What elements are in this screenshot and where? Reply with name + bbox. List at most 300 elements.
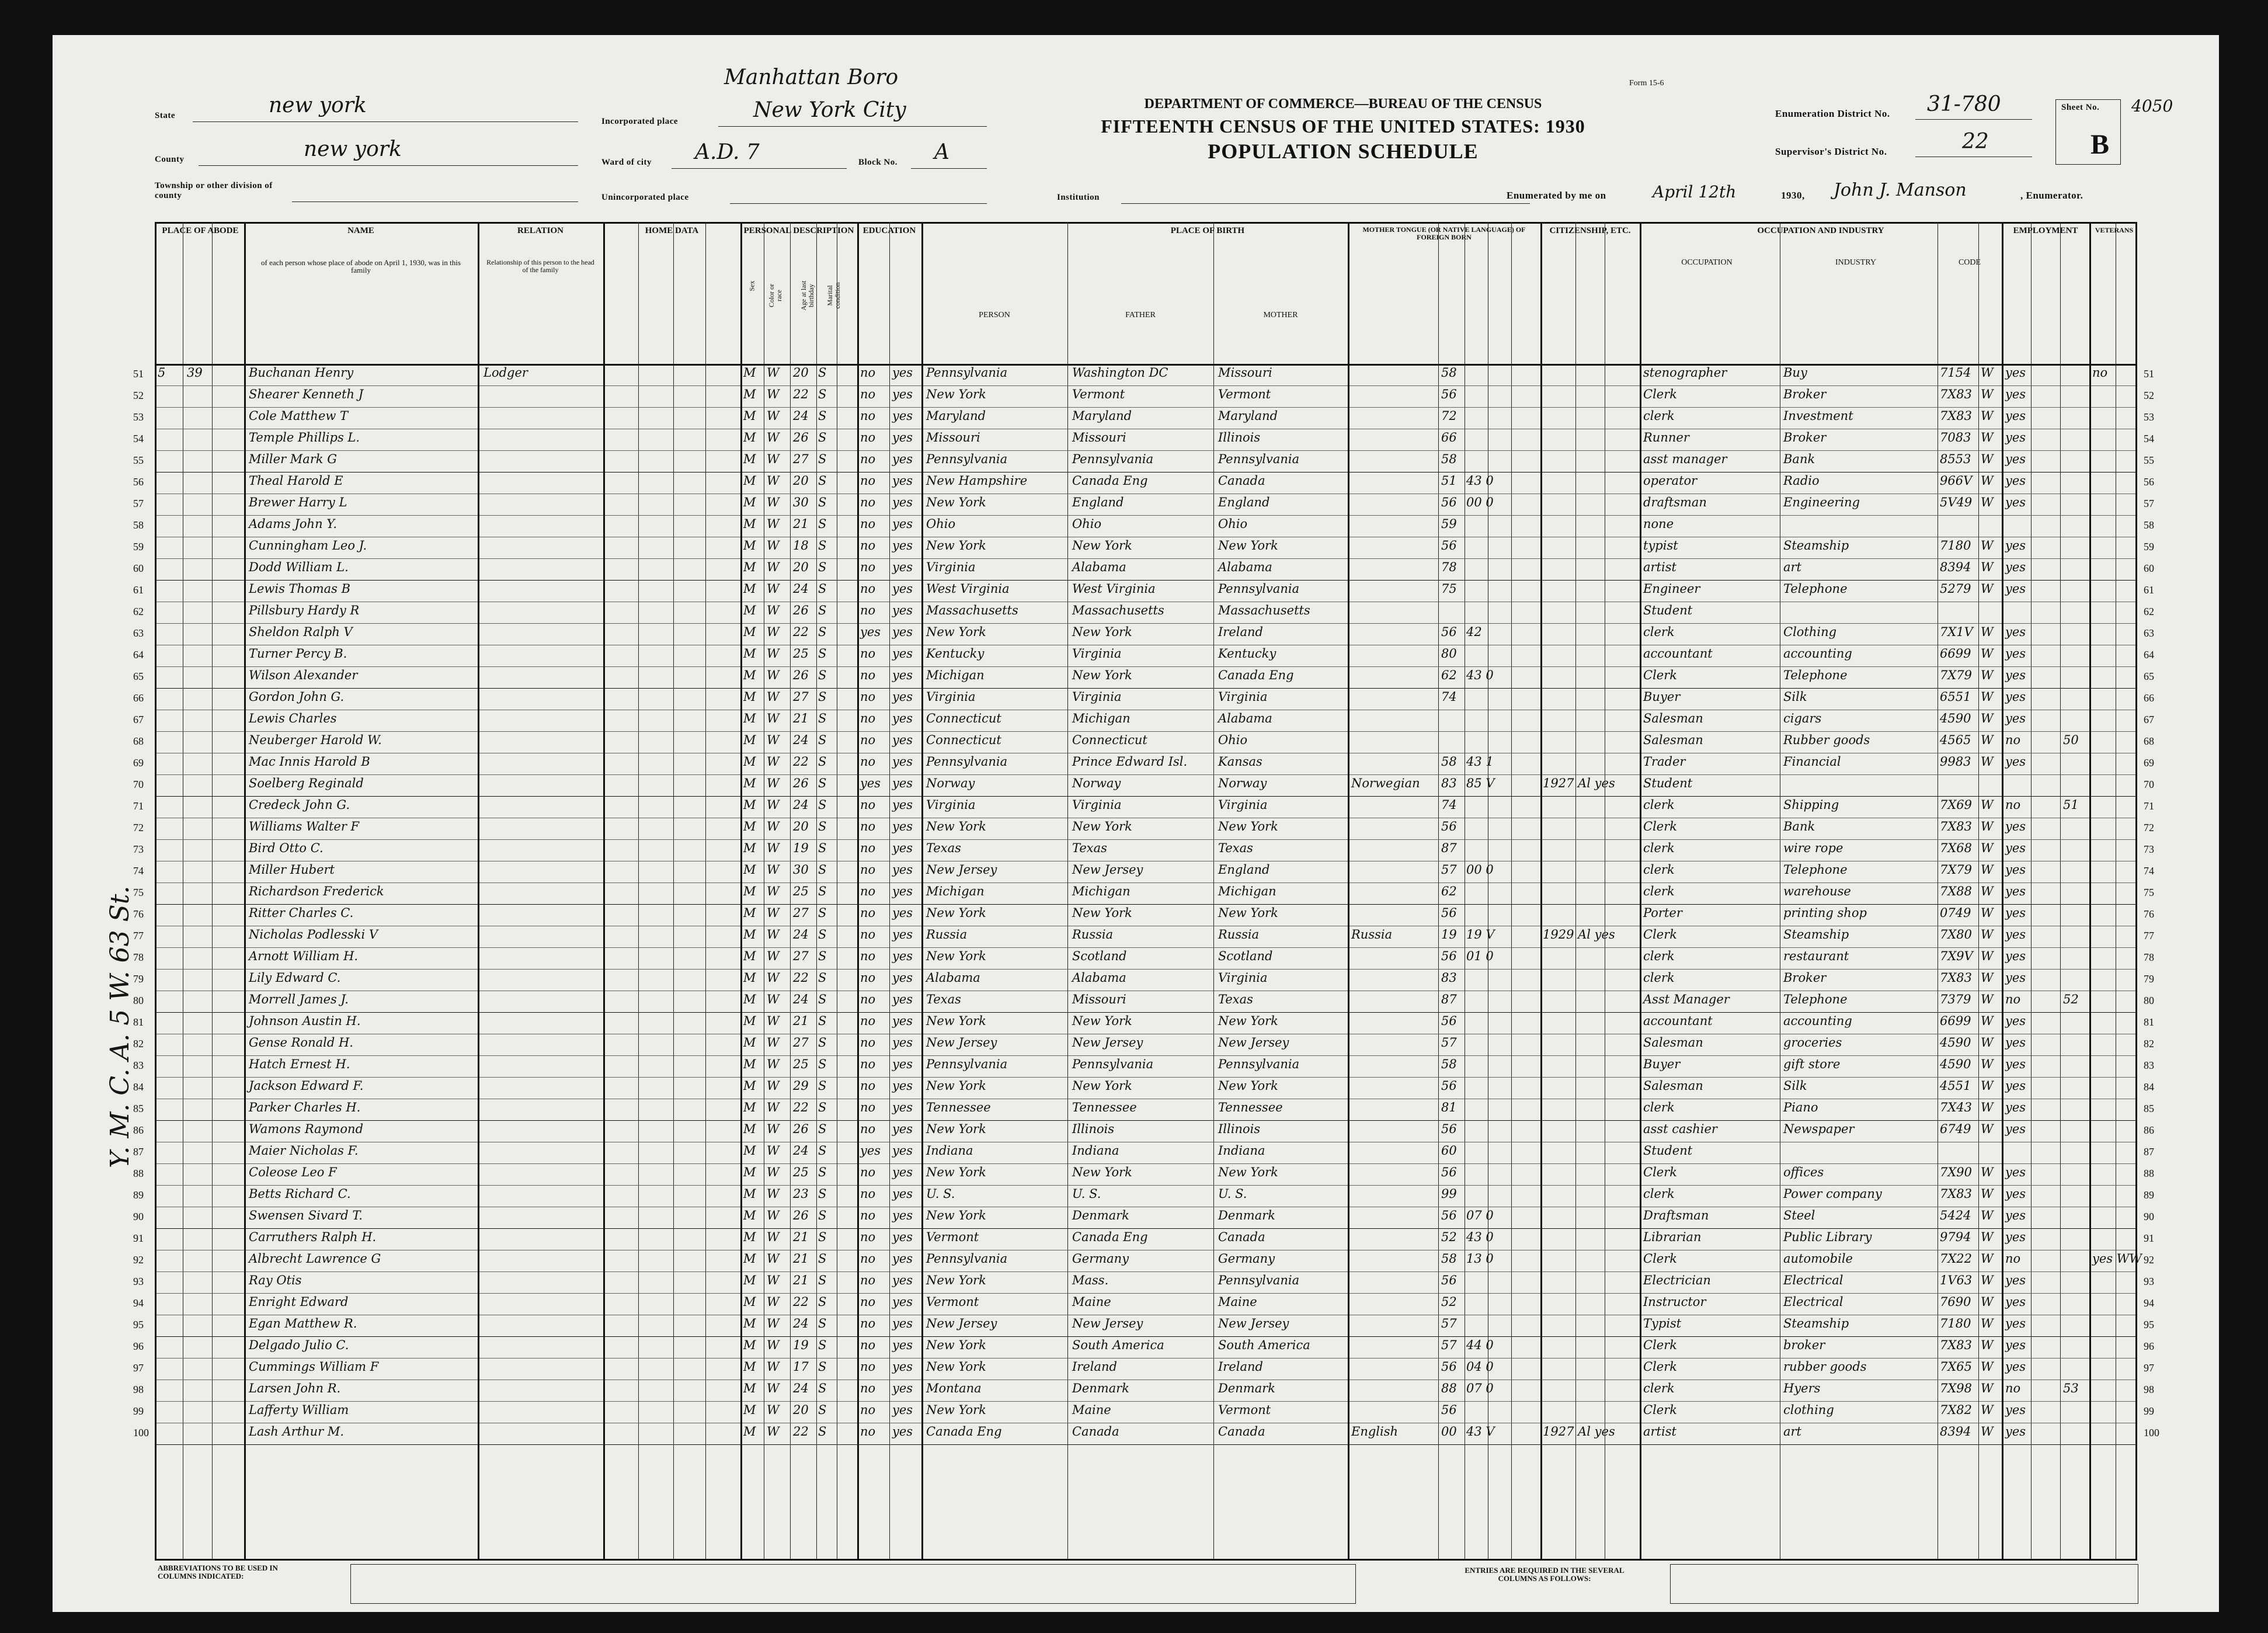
line-number: 74 [133, 865, 144, 877]
line-number: 98 [2144, 1384, 2154, 1395]
census-title: FIFTEENTH CENSUS OF THE UNITED STATES: 1930 [1101, 116, 1585, 137]
table-row [133, 580, 2154, 602]
cell-race: W [767, 1144, 780, 1158]
unincorporated-underline [730, 203, 987, 204]
cell-name: Temple Phillips L. [249, 430, 360, 444]
cell-school: no [860, 1360, 876, 1374]
cell-race: W [767, 1316, 780, 1330]
cell-code1: 58 [1441, 755, 1457, 769]
cell-mother: Pennsylvania [1218, 1057, 1300, 1071]
table-row [133, 472, 2154, 494]
cell-code1: 56 [1441, 819, 1457, 833]
cell-industry: broker [1783, 1338, 1825, 1352]
cell-father: South America [1072, 1338, 1164, 1352]
cell-marital: S [818, 668, 827, 682]
cell-code2: 43 0 [1466, 474, 1494, 488]
cell-sex: M [743, 1100, 756, 1114]
cell-race: W [767, 949, 780, 963]
cell-age: 20 [793, 560, 809, 574]
cell-birth: New Jersey [926, 1316, 997, 1330]
cell-emp: no [2005, 1252, 2021, 1266]
col-group-tongue: MOTHER TONGUE (OR NATIVE LANGUAGE) OF FOREIGN BORN [1362, 225, 1526, 241]
cell-code2: 00 0 [1466, 863, 1494, 877]
cell-birth: New York [926, 1165, 986, 1179]
cell-emp: yes [2005, 1165, 2026, 1179]
cell-mother: Russia [1218, 927, 1260, 941]
cell-read: yes [892, 495, 913, 509]
line-number: 94 [2144, 1297, 2154, 1309]
cell-father: Ohio [1072, 517, 1102, 531]
table-row [133, 1401, 2154, 1423]
cell-weeks: 51 [2063, 798, 2079, 812]
cell-marital: S [818, 927, 827, 941]
line-number: 82 [2144, 1038, 2154, 1050]
cell-age: 25 [793, 647, 809, 661]
cell-sex: M [743, 474, 756, 488]
cell-school: no [860, 798, 876, 812]
cell-emp: yes [2005, 1316, 2026, 1330]
line-number: 78 [133, 951, 144, 963]
cell-emp: yes [2005, 1338, 2026, 1352]
cell-emp: yes [2005, 647, 2026, 661]
cell-marital: S [818, 1252, 827, 1266]
cell-birth: Connecticut [926, 711, 1001, 725]
cell-marital: S [818, 1014, 827, 1028]
table-row [133, 774, 2154, 796]
cell-work: W [1981, 474, 1994, 488]
cell-father: Texas [1072, 841, 1107, 855]
cell-age: 21 [793, 1252, 809, 1266]
line-number: 80 [133, 995, 144, 1006]
cell-emp: yes [2005, 1057, 2026, 1071]
cell-name: Brewer Harry L [249, 495, 347, 509]
cell-industry: offices [1783, 1165, 1824, 1179]
col-group-employment: EMPLOYMENT [2013, 226, 2078, 235]
cell-industry: gift store [1783, 1057, 1841, 1071]
cell-read: yes [892, 560, 913, 574]
cell-school: no [860, 1079, 876, 1093]
cell-occupation: Salesman [1643, 733, 1703, 747]
cell-occupation: accountant [1643, 1014, 1713, 1028]
table-row [133, 1293, 2154, 1315]
column-divider [1213, 224, 1214, 1559]
cell-age: 24 [793, 992, 809, 1006]
cell-code1: 87 [1441, 992, 1457, 1006]
cell-occupation: Clerk [1643, 668, 1677, 682]
cell-school: no [860, 1252, 876, 1266]
cell-name: Sheldon Ralph V [249, 625, 353, 639]
cell-read: yes [892, 1036, 913, 1050]
cell-read: yes [892, 1208, 913, 1222]
cell-sex: M [743, 495, 756, 509]
cell-school: no [860, 474, 876, 488]
cell-marital: S [818, 582, 827, 596]
cell-industry: art [1783, 560, 1801, 574]
cell-mother: Virginia [1218, 971, 1268, 985]
cell-occupation: Clerk [1643, 819, 1677, 833]
cell-birth: Maryland [926, 409, 986, 423]
cell-occupation: clerk [1643, 1187, 1675, 1201]
table-row [133, 882, 2154, 904]
cell-birth: New York [926, 819, 986, 833]
scan-border-left [0, 0, 53, 1633]
cell-code: 7379 [1940, 992, 1971, 1006]
line-number: 100 [2144, 1427, 2159, 1439]
cell-mother: Canada [1218, 1424, 1265, 1439]
cell-code1: 74 [1441, 798, 1457, 812]
cell-read: yes [892, 366, 913, 380]
subhead-occupation: OCCUPATION [1681, 258, 1733, 267]
cell-occupation: Electrician [1643, 1273, 1711, 1287]
cell-age: 21 [793, 1014, 809, 1028]
cell-race: W [767, 1403, 780, 1417]
line-number: 68 [2144, 735, 2154, 747]
line-number: 73 [2144, 843, 2154, 855]
cell-read: yes [892, 927, 913, 941]
cell-occupation: artist [1643, 1424, 1676, 1439]
cell-work: W [1981, 1057, 1994, 1071]
cell-school: no [860, 1381, 876, 1395]
cell-age: 24 [793, 582, 809, 596]
col-group-personal: PERSONAL DESCRIPTION [743, 226, 854, 235]
cell-sex: M [743, 452, 756, 466]
cell-code2: 43 0 [1466, 1230, 1494, 1244]
cell-industry: Newspaper [1783, 1122, 1855, 1136]
cell-father: New York [1072, 906, 1132, 920]
cell-school: no [860, 1403, 876, 1417]
cell-father: Alabama [1072, 971, 1126, 985]
line-number: 53 [133, 411, 144, 423]
cell-name: Egan Matthew R. [249, 1316, 357, 1330]
cell-age: 20 [793, 366, 809, 380]
cell-father: Norway [1072, 776, 1121, 790]
cell-work: W [1981, 884, 1994, 898]
cell-age: 22 [793, 1100, 809, 1114]
cell-race: W [767, 992, 780, 1006]
line-number: 64 [133, 649, 144, 661]
cell-mother: Kansas [1218, 755, 1262, 769]
cell-read: yes [892, 1295, 913, 1309]
cell-birth: New York [926, 906, 986, 920]
line-number: 84 [2144, 1081, 2154, 1093]
cell-marital: S [818, 625, 827, 639]
cell-sex: M [743, 927, 756, 941]
cell-sex: M [743, 366, 756, 380]
cell-race: W [767, 430, 780, 444]
county-value: new york [304, 137, 402, 161]
cell-occupation: Clerk [1643, 927, 1677, 941]
cell-code1: 56 [1441, 625, 1457, 639]
cell-work: W [1981, 366, 1994, 380]
cell-school: no [860, 819, 876, 833]
cell-code: 7180 [1940, 1316, 1971, 1330]
cell-sex: M [743, 755, 756, 769]
cell-occupation: Salesman [1643, 711, 1703, 725]
table-row [133, 904, 2154, 926]
cell-father: New York [1072, 625, 1132, 639]
cell-birth: New York [926, 495, 986, 509]
cell-read: yes [892, 1424, 913, 1439]
cell-sex: M [743, 647, 756, 661]
relation-description: Relationship of this person to the head of the family [486, 258, 594, 274]
cell-mother: New York [1218, 906, 1278, 920]
cell-age: 22 [793, 387, 809, 401]
cell-age: 21 [793, 1273, 809, 1287]
cell-birth: Tennessee [926, 1100, 991, 1114]
cell-birth: New Jersey [926, 863, 997, 877]
cell-birth: New York [926, 1360, 986, 1374]
cell-mother: New Jersey [1218, 1316, 1289, 1330]
cell-code1: 51 [1441, 474, 1457, 488]
cell-age: 21 [793, 711, 809, 725]
cell-code: 0749 [1940, 906, 1971, 920]
cell-marital: S [818, 776, 827, 790]
cell-father: Missouri [1072, 992, 1126, 1006]
line-number: 75 [2144, 887, 2154, 898]
cell-name: Johnson Austin H. [249, 1014, 361, 1028]
cell-read: yes [892, 992, 913, 1006]
cell-mother: Scotland [1218, 949, 1273, 963]
cell-code2: 07 0 [1466, 1208, 1494, 1222]
cell-read: yes [892, 711, 913, 725]
cell-occupation: clerk [1643, 971, 1675, 985]
cell-school: no [860, 1273, 876, 1287]
cell-age: 26 [793, 776, 809, 790]
cell-age: 20 [793, 819, 809, 833]
cell-father: Germany [1072, 1252, 1129, 1266]
column-divider [1511, 224, 1512, 1559]
line-number: 70 [2144, 779, 2154, 790]
state-underline [193, 121, 578, 122]
col-group-citizenship: CITIZENSHIP, ETC. [1549, 226, 1631, 235]
cell-school: no [860, 1036, 876, 1050]
col-group-occupation: OCCUPATION AND INDUSTRY [1757, 226, 1884, 235]
cell-mother: Pennsylvania [1218, 452, 1300, 466]
cell-code2: 42 [1466, 625, 1482, 639]
cell-work: W [1981, 560, 1994, 574]
cell-code1: 58 [1441, 1252, 1457, 1266]
cell-race: W [767, 603, 780, 617]
cell-occupation: accountant [1643, 647, 1713, 661]
cell-industry: Telephone [1783, 863, 1848, 877]
cell-school: no [860, 430, 876, 444]
cell-age: 24 [793, 1316, 809, 1330]
cell-industry: Power company [1783, 1187, 1882, 1201]
cell-work: W [1981, 819, 1994, 833]
cell-occupation: Clerk [1643, 1165, 1677, 1179]
cell-race: W [767, 1165, 780, 1179]
cell-work: W [1981, 647, 1994, 661]
cell-read: yes [892, 430, 913, 444]
cell-industry: printing shop [1783, 906, 1867, 920]
cell-work: W [1981, 430, 1994, 444]
cell-school: no [860, 755, 876, 769]
cell-race: W [767, 776, 780, 790]
line-number: 97 [133, 1362, 144, 1374]
line-number: 88 [133, 1168, 144, 1179]
cell-code: 7X83 [1940, 1338, 1973, 1352]
cell-mother: Denmark [1218, 1381, 1275, 1395]
cell-father: Canada [1072, 1424, 1119, 1439]
cell-code1: 56 [1441, 495, 1457, 509]
cell-industry: Hyers [1783, 1381, 1821, 1395]
cell-race: W [767, 1100, 780, 1114]
cell-birth: Michigan [926, 884, 985, 898]
cell-marital: S [818, 1360, 827, 1374]
cell-age: 22 [793, 971, 809, 985]
cell-tongue: English [1351, 1424, 1399, 1439]
table-row [133, 1336, 2154, 1358]
cell-code1: 72 [1441, 409, 1457, 423]
cell-cit: 1927 Al yes [1543, 776, 1615, 790]
cell-name: Gense Ronald H. [249, 1036, 353, 1050]
cell-race: W [767, 1014, 780, 1028]
enumerator-name: John J. Manson [1834, 180, 1967, 200]
col-group-home: HOME DATA [645, 226, 699, 235]
cell-code: 7154 [1940, 366, 1971, 380]
cell-industry: Steel [1783, 1208, 1815, 1222]
table-row [133, 1358, 2154, 1380]
cell-mother: New Jersey [1218, 1036, 1289, 1050]
cell-tongue: Russia [1351, 927, 1393, 941]
cell-marital: S [818, 1273, 827, 1287]
line-number: 83 [133, 1059, 144, 1071]
cell-work: W [1981, 711, 1994, 725]
cell-mother: Germany [1218, 1252, 1275, 1266]
cell-age: 24 [793, 1144, 809, 1158]
line-number: 67 [133, 714, 144, 725]
cell-work: W [1981, 1014, 1994, 1028]
table-row [133, 731, 2154, 753]
cell-work: W [1981, 1424, 1994, 1439]
cell-industry: Telephone [1783, 668, 1848, 682]
abbrev-title: ABBREVIATIONS TO BE USED IN COLUMNS INDICATED: [158, 1563, 278, 1580]
cell-industry: Buy [1783, 366, 1807, 380]
block-value: A [934, 140, 949, 164]
cell-birth: Michigan [926, 668, 985, 682]
cell-father: New York [1072, 1165, 1132, 1179]
cell-birth: New York [926, 1014, 986, 1028]
line-number: 79 [133, 973, 144, 985]
county-label: County [155, 155, 185, 164]
cell-mother: New York [1218, 1079, 1278, 1093]
column-divider [1438, 224, 1439, 1559]
cell-work: W [1981, 1208, 1994, 1222]
cell-read: yes [892, 668, 913, 682]
cell-age: 25 [793, 1057, 809, 1071]
cell-father: Denmark [1072, 1381, 1129, 1395]
cell-father: West Virginia [1072, 582, 1156, 596]
cell-code1: 87 [1441, 841, 1457, 855]
cell-mother: Alabama [1218, 560, 1272, 574]
cell-occupation: none [1643, 517, 1674, 531]
enumerator-label: , Enumerator. [2020, 190, 2083, 201]
table-row [133, 753, 2154, 774]
cell-age: 19 [793, 841, 809, 855]
cell-emp: yes [2005, 387, 2026, 401]
line-number: 58 [133, 519, 144, 531]
line-number: 85 [133, 1103, 144, 1114]
cell-school: no [860, 690, 876, 704]
cell-school: no [860, 1014, 876, 1028]
cell-name: Albrecht Lawrence G [249, 1252, 381, 1266]
cell-father: Pennsylvania [1072, 1057, 1154, 1071]
cell-code1: 59 [1441, 517, 1457, 531]
cell-read: yes [892, 906, 913, 920]
cell-code1: 88 [1441, 1381, 1457, 1395]
cell-code1: 56 [1441, 1208, 1457, 1222]
cell-name: Lafferty William [249, 1403, 349, 1417]
cell-occupation: Librarian [1643, 1230, 1702, 1244]
cell-sex: M [743, 1316, 756, 1330]
cell-code: 5279 [1940, 582, 1971, 596]
line-number: 61 [2144, 584, 2154, 596]
cell-school: no [860, 884, 876, 898]
table-row [133, 1185, 2154, 1207]
line-number: 69 [133, 757, 144, 769]
cell-race: W [767, 971, 780, 985]
cell-code1: 56 [1441, 1079, 1457, 1093]
cell-marital: S [818, 538, 827, 553]
enumerated-label: Enumerated by me on [1507, 190, 1606, 201]
table-row [133, 623, 2154, 645]
scan-border-top [0, 0, 2268, 35]
cell-industry: Engineering [1783, 495, 1860, 509]
entries-box [1670, 1564, 2138, 1604]
cell-read: yes [892, 647, 913, 661]
line-number: 76 [2144, 908, 2154, 920]
cell-emp: yes [2005, 949, 2026, 963]
cell-code1: 83 [1441, 776, 1457, 790]
cell-occupation: Student [1643, 1144, 1693, 1158]
cell-name: Cummings William F [249, 1360, 379, 1374]
cell-code: 4590 [1940, 711, 1971, 725]
cell-father: Canada Eng [1072, 1230, 1148, 1244]
cell-code: 1V63 [1940, 1273, 1973, 1287]
cell-code: 7180 [1940, 538, 1971, 553]
cell-code: 4551 [1940, 1079, 1971, 1093]
cell-race: W [767, 755, 780, 769]
cell-code1: 62 [1441, 668, 1457, 682]
cell-birth: New York [926, 538, 986, 553]
cell-occupation: clerk [1643, 798, 1675, 812]
cell-birth: Pennsylvania [926, 452, 1008, 466]
table-row [133, 969, 2154, 991]
cell-school: no [860, 1100, 876, 1114]
line-number: 52 [2144, 390, 2154, 401]
cell-work: W [1981, 1295, 1994, 1309]
line-number: 54 [133, 433, 144, 444]
cell-read: yes [892, 1316, 913, 1330]
borough-note: Manhattan Boro [724, 65, 899, 89]
cell-code1: 80 [1441, 647, 1457, 661]
ward-underline [672, 168, 847, 169]
cell-mother: Illinois [1218, 1122, 1261, 1136]
cell-industry: wire rope [1783, 841, 1843, 855]
cell-race: W [767, 1208, 780, 1222]
cell-name: Neuberger Harold W. [249, 733, 382, 747]
cell-race: W [767, 538, 780, 553]
table-row [133, 1250, 2154, 1271]
cell-name: Ray Otis [249, 1273, 302, 1287]
cell-marital: S [818, 430, 827, 444]
cell-marital: S [818, 711, 827, 725]
cell-work: W [1981, 1338, 1994, 1352]
cell-race: W [767, 452, 780, 466]
line-number: 53 [2144, 411, 2154, 423]
cell-marital: S [818, 1381, 827, 1395]
cell-read: yes [892, 863, 913, 877]
